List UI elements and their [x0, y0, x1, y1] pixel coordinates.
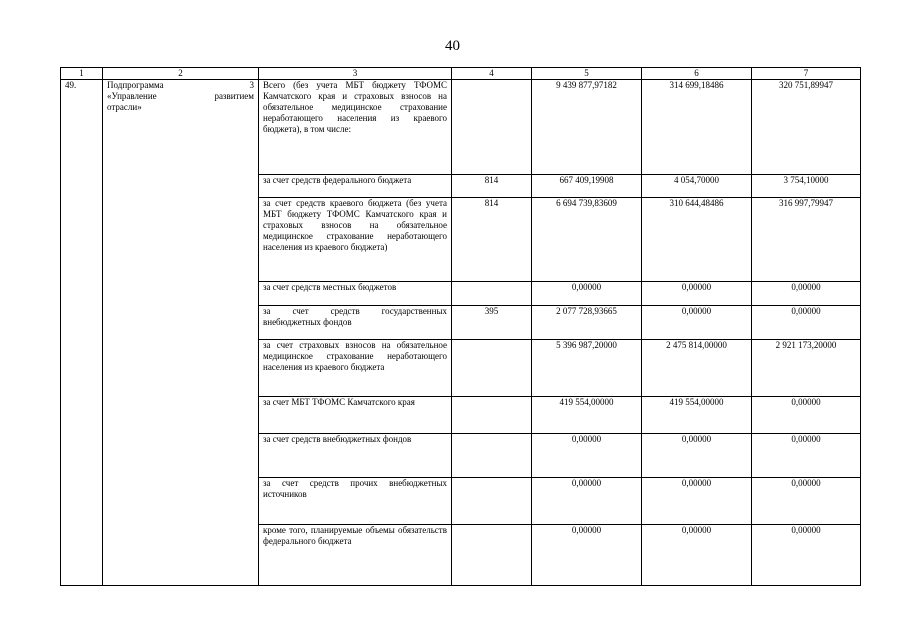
row-value-col5: 0,00000 — [532, 478, 642, 525]
table-row — [61, 80, 861, 175]
row-value-col5: 419 554,00000 — [532, 397, 642, 434]
row-code — [452, 478, 532, 525]
row-value-col6: 0,00000 — [642, 282, 752, 306]
row-value-col5: 9 439 877,97182 — [532, 80, 642, 175]
column-header: 1 — [61, 68, 103, 80]
program-line: 3 — [249, 80, 254, 90]
row-value-col7: 2 921 173,20000 — [752, 340, 861, 397]
row-value-col5: 5 396 987,20000 — [532, 340, 642, 397]
row-value-col6: 310 644,48486 — [642, 198, 752, 282]
row-description: за счет средств внебюджетных фондов — [259, 434, 452, 478]
row-value-col6: 0,00000 — [642, 434, 752, 478]
row-description: за счет страховых взносов на обязательное медицинское страхование неработающего населения из краевого бюджета — [259, 340, 452, 397]
column-header: 5 — [532, 68, 642, 80]
row-value-col7: 0,00000 — [752, 282, 861, 306]
row-code: 814 — [452, 198, 532, 282]
program-line: Подпрограмма — [107, 80, 164, 90]
row-value-col7: 0,00000 — [752, 478, 861, 525]
row-value-col5: 6 694 739,83609 — [532, 198, 642, 282]
program-line: отрасли» — [107, 102, 142, 112]
row-value-col6: 314 699,18486 — [642, 80, 752, 175]
row-value-col7: 0,00000 — [752, 397, 861, 434]
row-code — [452, 80, 532, 175]
budget-table — [60, 67, 861, 586]
row-description: Всего (без учета МБТ бюджету ТФОМС Камчатского края и страховых взносов на обязательное медицинское страхование неработающего населения из краевого бюджета), в том числе: — [259, 80, 452, 175]
row-value-col5: 0,00000 — [532, 434, 642, 478]
row-description: за счет средств прочих внебюджетных источников — [259, 478, 452, 525]
row-value-col7: 0,00000 — [752, 525, 861, 586]
row-value-col6: 4 054,70000 — [642, 175, 752, 198]
column-header: 4 — [452, 68, 532, 80]
row-description: за счет средств краевого бюджета (без учета МБТ бюджету ТФОМС Камчатского края и страховых взносов на обязательное медицинское страхование неработающего населения из краевого бюджета) — [259, 198, 452, 282]
row-value-col6: 0,00000 — [642, 525, 752, 586]
row-value-col6: 2 475 814,00000 — [642, 340, 752, 397]
row-description: за счет средств федерального бюджета — [259, 175, 452, 198]
row-description: за счет средств государственных внебюджетных фондов — [259, 306, 452, 340]
row-value-col6: 0,00000 — [642, 478, 752, 525]
row-code — [452, 434, 532, 478]
row-code: 814 — [452, 175, 532, 198]
row-value-col7: 0,00000 — [752, 434, 861, 478]
row-value-col5: 0,00000 — [532, 282, 642, 306]
page-number: 40 — [445, 38, 460, 54]
row-code — [452, 397, 532, 434]
row-value-col7: 0,00000 — [752, 306, 861, 340]
program-cell — [103, 80, 259, 586]
row-value-col6: 419 554,00000 — [642, 397, 752, 434]
column-header: 3 — [259, 68, 452, 80]
row-value-col5: 667 409,19908 — [532, 175, 642, 198]
column-number-row — [61, 68, 861, 80]
row-value-col7: 316 997,79947 — [752, 198, 861, 282]
row-number: 49. — [61, 80, 103, 586]
column-header: 2 — [103, 68, 259, 80]
row-code — [452, 525, 532, 586]
column-header: 7 — [752, 68, 861, 80]
row-description: за счет МБТ ТФОМС Камчатского края — [259, 397, 452, 434]
row-code: 395 — [452, 306, 532, 340]
row-description: кроме того, планируемые объемы обязательств федерального бюджета — [259, 525, 452, 586]
row-description: за счет средств местных бюджетов — [259, 282, 452, 306]
row-value-col7: 3 754,10000 — [752, 175, 861, 198]
row-value-col5: 0,00000 — [532, 525, 642, 586]
row-value-col5: 2 077 728,93665 — [532, 306, 642, 340]
row-value-col7: 320 751,89947 — [752, 80, 861, 175]
program-line: «Управление — [107, 91, 157, 101]
row-code — [452, 282, 532, 306]
row-code — [452, 340, 532, 397]
program-line: развитием — [214, 91, 254, 101]
column-header: 6 — [642, 68, 752, 80]
row-value-col6: 0,00000 — [642, 306, 752, 340]
